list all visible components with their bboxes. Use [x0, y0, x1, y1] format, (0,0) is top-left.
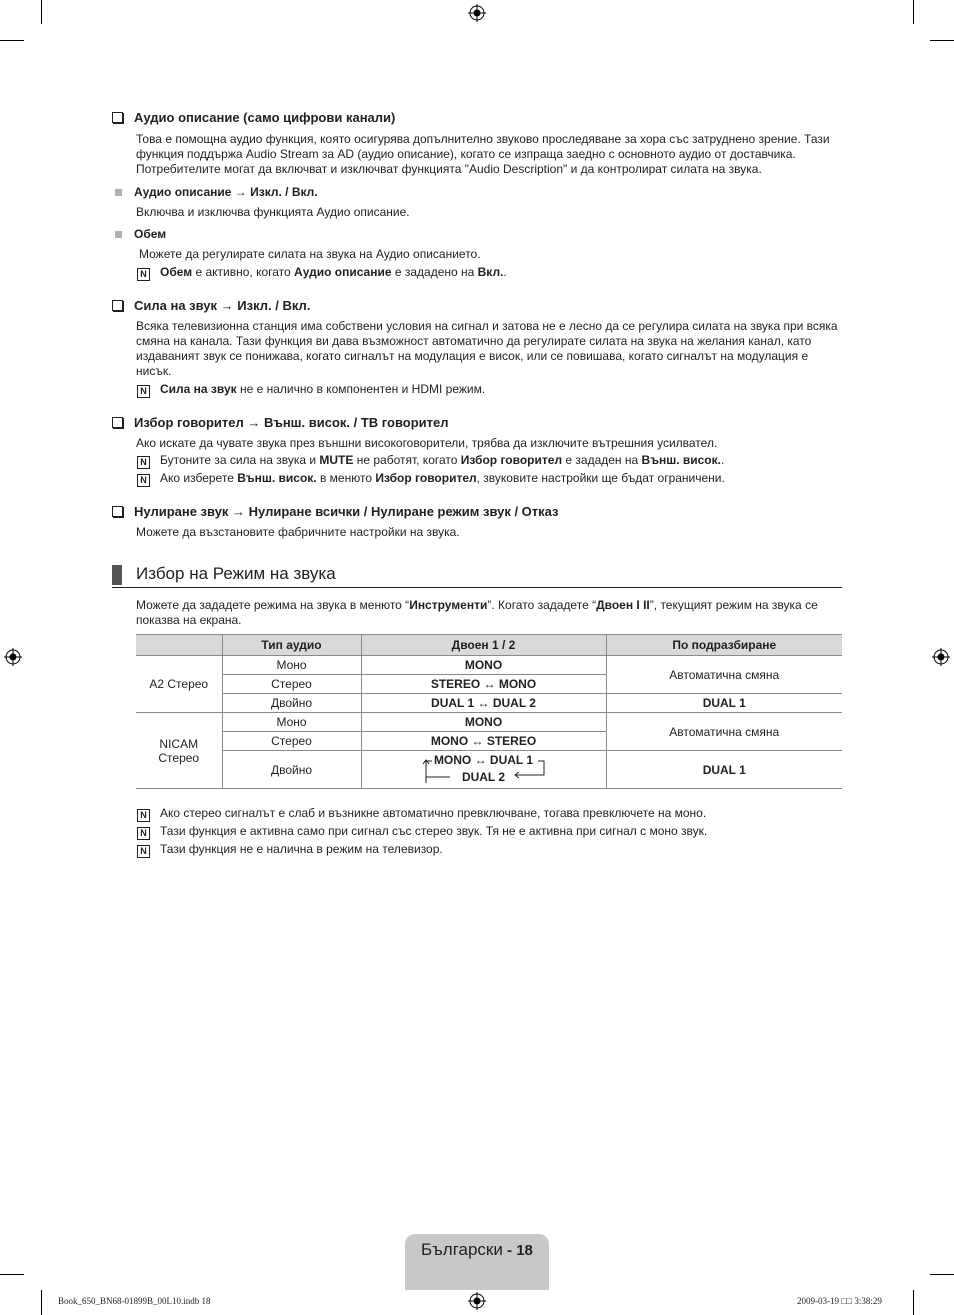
note-icon: N — [137, 385, 150, 398]
volume-sub-body: Можете да регулирате силата на звука на Аудио описанието. — [139, 247, 481, 261]
note-icon: N — [137, 845, 150, 858]
note: N Тази функция е активна само при сигнал със стерео звук. Тя не е активна при сигнал с моно звук. — [137, 824, 707, 840]
note: N Ако изберете Външ. висок. в менюто Избор говорител, звуковите настройки ще бъдат ограничени. — [137, 471, 725, 487]
registration-mark-icon — [4, 648, 22, 666]
auto-volume-body: Всяка телевизионна станция има собствени условия на сигнал и затова не е лесно да се регулира силата на звука при всяка смяна на канала. Тази функция ви дава възможност автоматично да регулирате силата на звука на желания канал, като издаваният звук се понижава, когато сигналът на модулация е висок, или се повишава, когато сигналът на модулация е нисък. — [136, 319, 838, 378]
audio-description-toggle-body: Включва и изключва функцията Аудио описание. — [136, 205, 410, 219]
crop-mark — [0, 1274, 24, 1275]
nicam-stereo-cell: NICAM Стерео — [136, 713, 222, 789]
square-bullet-icon — [115, 231, 122, 238]
note-icon: N — [137, 268, 150, 281]
a2-stereo-cell: A2 Стерео — [136, 656, 222, 713]
checkbox-bullet-icon — [112, 417, 123, 428]
dual-cycle-cell: MONO ↔ DUAL 1 DUAL 2 — [361, 751, 606, 789]
square-bullet-icon — [115, 189, 122, 196]
crop-mark — [930, 40, 954, 41]
note-icon: N — [137, 456, 150, 469]
checkbox-bullet-icon — [112, 506, 123, 517]
crop-mark — [0, 40, 24, 41]
crop-mark — [913, 1290, 914, 1315]
crop-mark — [41, 0, 42, 24]
sound-reset-heading: Нулиране звук → Нулиране всички / Нулиране режим звук / Отказ — [112, 504, 559, 519]
sound-mode-intro: Можете да зададете режима на звука в менюто “Инструменти”. Когато зададете “Двоен I II”, текущият режим на звука се показва на екрана. — [136, 598, 818, 627]
print-slug-left: Book_650_BN68-01899B_00L10.indb 18 — [58, 1296, 211, 1306]
table-row: NICAM Стерео Моно MONO Автоматична смяна — [136, 713, 842, 732]
table-row: A2 Стерео Моно MONO Автоматична смяна — [136, 656, 842, 675]
checkbox-bullet-icon — [112, 112, 123, 123]
sound-mode-table — [136, 634, 842, 789]
volume-sub-heading: Обем — [115, 227, 166, 241]
sound-mode-section-heading: Избор на Режим на звука — [112, 563, 842, 588]
print-slug-right: 2009-03-19 □□ 3:38:29 — [797, 1296, 882, 1306]
registration-mark-icon — [468, 1292, 486, 1310]
auto-volume-heading: Сила на звук → Изкл. / Вкл. — [112, 298, 310, 313]
note: N Обем е активно, когато Аудио описание е зададено на Вкл.. — [137, 265, 507, 281]
speaker-select-heading: Избор говорител → Външ. висок. / ТВ говорител — [112, 415, 449, 430]
note: N Тази функция не е налична в режим на телевизор. — [137, 842, 443, 858]
note-icon: N — [137, 809, 150, 822]
audio-description-heading: Аудио описание (само цифрови канали) — [112, 110, 395, 125]
page-number-tab — [405, 1234, 549, 1290]
table-row: Стерео STEREO ↔ MONO — [136, 675, 842, 694]
note: N Ако стерео сигналът е слаб и възникне автоматично превключване, тогава превключете на моно. — [137, 806, 706, 822]
registration-mark-icon — [932, 648, 950, 666]
crop-mark — [41, 1290, 42, 1315]
page-number: - 18 — [502, 1242, 533, 1259]
crop-mark — [930, 1274, 954, 1275]
table-row: Стерео MONO ↔ STEREO — [136, 732, 842, 751]
registration-mark-icon — [468, 4, 486, 22]
note: N Бутоните за сила на звука и MUTE не работят, когато Избор говорител е зададен на Външ. висок.. — [137, 453, 724, 469]
note-icon: N — [137, 827, 150, 840]
note-icon: N — [137, 474, 150, 487]
crop-mark — [913, 0, 914, 24]
table-row: Двойно DUAL 1 ↔ DUAL 2 DUAL 1 — [136, 694, 842, 713]
sound-reset-body: Можете да възстановите фабричните настройки на звука. — [136, 525, 460, 539]
heading-bar-icon — [112, 565, 122, 585]
speaker-select-body: Ако искате да чувате звука през външни високоговорители, трябва да изключите вътрешния усилвател. — [136, 436, 718, 450]
note: N Сила на звук не е налично в компонентен и HDMI режим. — [137, 382, 485, 398]
table-header-row: Тип аудио Двоен 1 / 2 По подразбиране — [136, 635, 842, 656]
audio-description-toggle-heading: Аудио описание → Изкл. / Вкл. — [115, 185, 318, 199]
checkbox-bullet-icon — [112, 300, 123, 311]
language-label: Български — [421, 1240, 503, 1259]
table-row: Двойно MONO ↔ DUAL 1 DUAL 2 DUAL 1 — [136, 751, 842, 789]
audio-description-body: Това е помощна аудио функция, която осигурява допълнително звуково проследяване за хора със затруднено зрение. Тази функция поддържа Audio Stream за AD (аудио описание), когато се изпраща заедно с основното аудио от доставчика. Потребителите могат да включват и изключват функцията "Audio Description" и да контролират силата на звука. — [136, 132, 830, 176]
